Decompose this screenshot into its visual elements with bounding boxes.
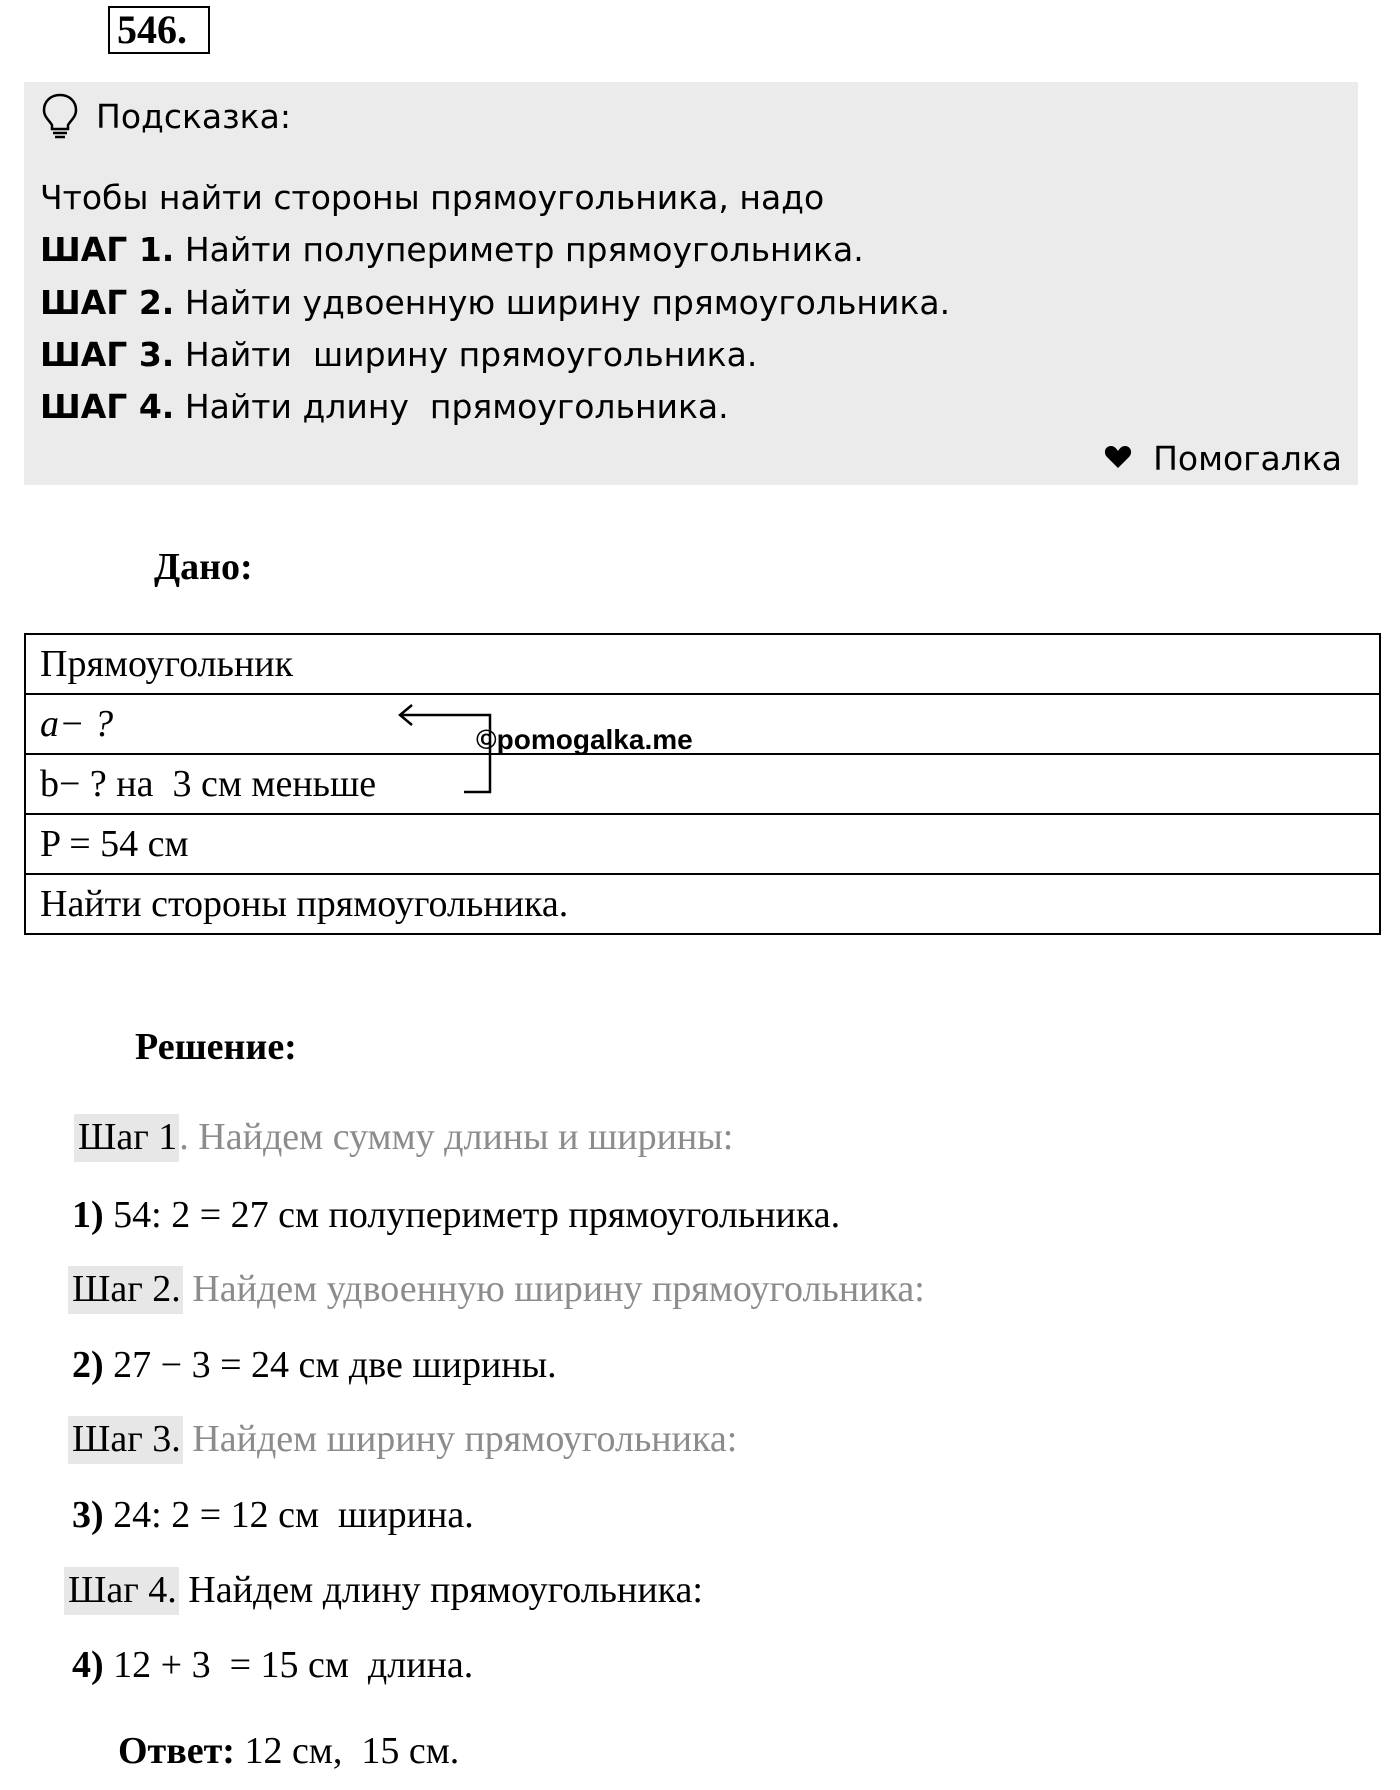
calc-number: 2) <box>72 1344 104 1386</box>
step-tag: Шаг 3. <box>68 1416 183 1464</box>
step-description: Найдем удвоенную ширину прямоугольника: <box>182 1268 925 1310</box>
calc-text: 24: 2 = 12 см ширина. <box>103 1494 474 1536</box>
step-tag: Шаг 2. <box>68 1266 183 1314</box>
hint-step-label: ШАГ 2. <box>40 283 175 322</box>
given-row <box>25 634 1380 694</box>
hint-intro: Чтобы найти стороны прямоугольника, надо <box>40 178 825 217</box>
answer-value: 12 см, 15 см. <box>234 1730 460 1772</box>
hint-step-text: Найти удвоенную ширину прямоугольника. <box>174 283 951 322</box>
solution-step-2 <box>68 1264 925 1314</box>
calc-line-2 <box>72 1340 557 1390</box>
given-cell: a− ? <box>25 694 1380 754</box>
step-description: Найдем длину прямоугольника: <box>178 1569 703 1611</box>
calc-line-3 <box>72 1490 474 1540</box>
hint-step-text: Найти длину прямоугольника. <box>174 387 729 426</box>
hint-step-text: Найти ширину прямоугольника. <box>174 335 758 374</box>
step-tag: Шаг 1 <box>74 1114 179 1162</box>
heart-icon <box>1104 444 1132 470</box>
problem-number: 546. <box>117 7 187 52</box>
calc-line-4 <box>72 1640 473 1690</box>
hint-step-2 <box>40 277 950 329</box>
hint-title: Подсказка: <box>96 97 291 136</box>
calc-text: 54: 2 = 27 см полупериметр прямоугольника. <box>103 1194 841 1236</box>
given-heading: Дано: <box>154 546 253 588</box>
calc-number: 3) <box>72 1494 104 1536</box>
step-tag: Шаг 4. <box>64 1567 179 1615</box>
solution-heading: Решение: <box>135 1026 297 1068</box>
solution-step-1 <box>74 1112 733 1162</box>
step-description: Найдем ширину прямоугольника: <box>182 1418 738 1460</box>
given-cell: P = 54 см <box>25 814 1380 874</box>
hint-step-1 <box>40 224 864 276</box>
given-row <box>25 874 1380 934</box>
calc-line-1 <box>72 1190 840 1240</box>
given-cell: b− ? на 3 см меньше <box>25 754 1380 814</box>
given-cell: Прямоугольник <box>25 634 1380 694</box>
solution-step-4 <box>64 1565 703 1615</box>
given-row <box>25 694 1380 754</box>
hint-step-4 <box>40 381 729 433</box>
hint-step-text: Найти полупериметр прямоугольника. <box>174 230 864 269</box>
brand-label: Помогалка <box>1153 439 1342 478</box>
given-cell: Найти стороны прямоугольника. <box>25 874 1380 934</box>
answer-label: Ответ: <box>118 1730 235 1772</box>
answer-line <box>118 1726 459 1776</box>
hint-step-label: ШАГ 4. <box>40 387 175 426</box>
given-row <box>25 814 1380 874</box>
hint-step-label: ШАГ 1. <box>40 230 175 269</box>
calc-number: 1) <box>72 1194 104 1236</box>
watermark: ©pomogalka.me <box>476 724 693 755</box>
lightbulb-icon <box>40 91 80 141</box>
solution-step-3 <box>68 1414 737 1464</box>
hint-step-label: ШАГ 3. <box>40 335 175 374</box>
calc-text: 12 + 3 = 15 см длина. <box>103 1644 474 1686</box>
hint-step-3 <box>40 329 757 381</box>
given-table <box>24 633 1381 935</box>
calc-number: 4) <box>72 1644 104 1686</box>
given-row <box>25 754 1380 814</box>
calc-text: 27 − 3 = 24 см две ширины. <box>103 1344 557 1386</box>
step-description: . Найдем сумму длины и ширины: <box>179 1116 734 1158</box>
